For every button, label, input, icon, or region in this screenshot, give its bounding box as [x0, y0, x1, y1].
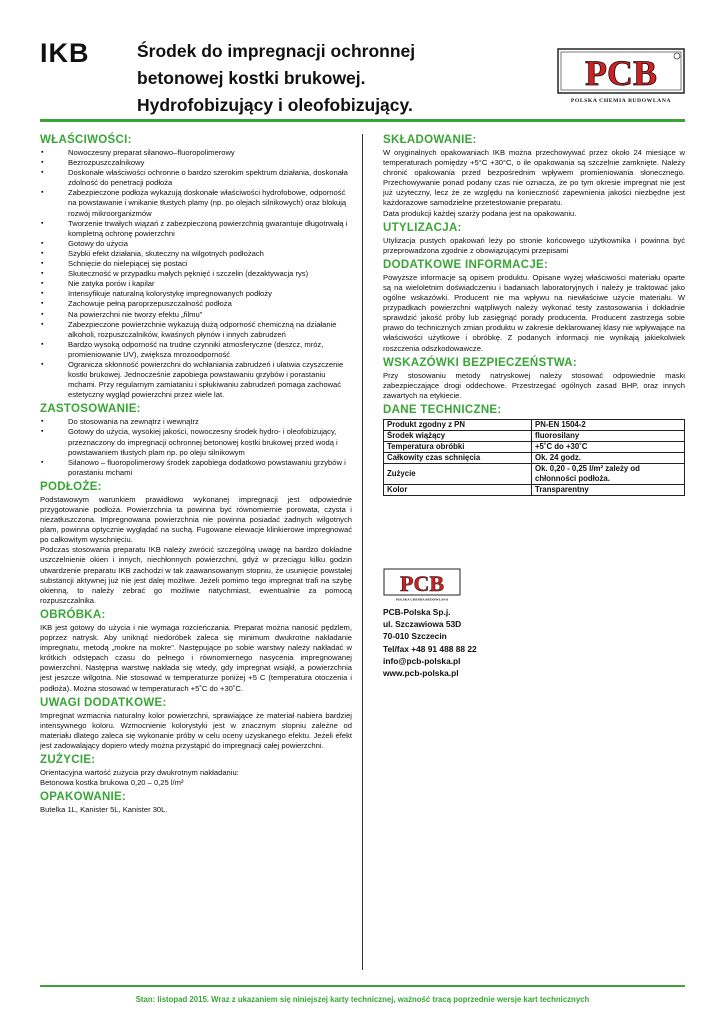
- table-cell-value: Ok. 0,20 - 0,25 l/m² zależy od chłonności podłoża.: [532, 463, 685, 484]
- table-cell-label: Całkowity czas schnięcia: [384, 452, 532, 463]
- section-heading-dodatkowe: DODATKOWE INFORMACJE:: [383, 258, 549, 271]
- right-column: [383, 134, 685, 496]
- list-item: ▪ Intensyfikuje naturalną kolorystykę impregnowanych podłoży: [40, 289, 352, 299]
- table-cell-value: PN-EN 1504-2: [532, 419, 685, 430]
- wskazowki-paragraph: Przy stosowaniu metody natryskowej należy stosować odpowiednie maski zabezpieczające drogi oddechowe. Przestrzegać ogólnych zasad BHP, oraz innych zawartych na etykiecie.: [383, 370, 685, 400]
- table-row: [384, 430, 685, 441]
- product-code: IKB: [40, 38, 90, 68]
- section-heading-wskazowki: WSKAZÓWKI BEZPIECZEŃSTWA:: [383, 356, 578, 369]
- table-row: [384, 419, 685, 430]
- footer-note: Stan: listopad 2015. Wraz z ukazaniem się niniejszej karty technicznej, ważność tracą poprzednie wersje kart technicznych: [135, 995, 590, 1004]
- table-row: [384, 452, 685, 463]
- list-item: ▪ Szybki efekt działania, skuteczny na wilgotnych podłożach: [40, 249, 352, 259]
- logo-tagline: POLSKA CHEMIA BUDOWLANA: [570, 98, 672, 104]
- section-heading-podloze: PODŁOŻE:: [40, 480, 102, 493]
- title-line-1: Środek do impregnacji ochronnej: [137, 41, 416, 61]
- zuzycie-line-2: Betonowa kostka brukowa 0,20 – 0,25 l/m²: [40, 778, 184, 788]
- table-row: [384, 484, 685, 495]
- list-item: ▪ Ogranicza skłonność powierzchni do wchłaniania zabrudzeń i ułatwia czyszczenie kostki brukowej. Jednocześnie zapobiega powstawaniu grzybów i porastaniu mchami. Przy regularnym zamiataniu i spłukiwaniu zabrudzeń pomaga zachować estetyczny wygląd powierzchni przez wiele lat.: [40, 360, 352, 400]
- pcb-logo-small: [383, 568, 461, 602]
- list-item: ▪ Bardzo wysoką odporność na trudne czynniki atmosferyczne (deszcz, mróz, promieniowanie UV), zwiększa mrozoodporność: [40, 340, 352, 360]
- technical-data-table: [383, 419, 685, 496]
- list-item: ▪ Doskonałe właściwości ochronne o bardzo szerokim spektrum działania, doskonała zdolność do penetracji podłoża: [40, 168, 352, 188]
- list-item: ▪ Nie zatyka porów i kapilar: [40, 279, 352, 289]
- column-divider: [362, 134, 363, 970]
- section-heading-uwagi: UWAGI DODATKOWE:: [40, 696, 167, 709]
- section-heading-dane: DANE TECHNICZNE:: [383, 403, 502, 416]
- company-name: PCB-Polska Sp.j.: [383, 607, 451, 617]
- list-item: ▪ Do stosowania na zewnątrz i wewnątrz: [40, 417, 352, 427]
- table-cell-value: Transparentny: [532, 484, 685, 495]
- dodatkowe-paragraph: Powyższe informacje są opisem produktu. Opisane wyżej właściwości materiału oparte są na wieloletnim doświadczeniu i badaniach laboratoryjnych i należy je traktować jako ogólne wskazówki. Producent nie ma wpływu na niewłaściwe użycie materiału. W przypadkach powierzchni wątpliwych należy wykonać testy zastosowania i dokładnie sprawdzić jakość próby lub zasięgnąć porady producenta. Producent zastrzega sobie prawo do technicznych zmian produktu w zakresie deklarowanej klasy nie wpływające na właściwości użytkowe i obróbkę. Z podanych informacji nie wynikają jakiekolwiek roszczenia odszkodowawcze.: [383, 272, 685, 353]
- pcb-logo: [556, 47, 686, 105]
- section-heading-wlasciwosci: WŁAŚCIWOŚCI:: [40, 134, 132, 146]
- list-item: ▪ Gotowy do użycia: [40, 239, 352, 249]
- title-line-3: Hydrofobizujący i oleofobizujący.: [137, 95, 413, 115]
- section-heading-skladowanie: SKŁADOWANIE:: [383, 134, 477, 146]
- table-cell-value: fluorosilany: [532, 430, 685, 441]
- table-row: [384, 463, 685, 484]
- list-item: ▪ Schnięcie do nielepiącej się postaci: [40, 259, 352, 269]
- table-cell-value: Ok. 24 godz.: [532, 452, 685, 463]
- table-cell-label: Środek wiążący: [384, 430, 532, 441]
- list-item: ▪ Skuteczność w przypadku małych pęknięć i szczelin (dezaktywacja rys): [40, 269, 352, 279]
- opakowanie-line: Butelka 1L, Kanister 5L, Kanister 30L.: [40, 805, 168, 815]
- list-item: ▪ Na powierzchni nie tworzy efektu „filmu”: [40, 310, 352, 320]
- title-line-2: betonowej kostki brukowej.: [137, 68, 366, 88]
- contact-block: [383, 606, 477, 679]
- table-cell-value: +5˚C do +30˚C: [532, 441, 685, 452]
- logo-small-tagline: POLSKA CHEMIA BUDOWLANA: [395, 597, 449, 602]
- section-heading-opakowanie: OPAKOWANIE:: [40, 791, 127, 804]
- skladowanie-paragraph-2: Data produkcji każdej szarży podana jest na opakowaniu.: [383, 208, 577, 218]
- podloze-paragraph-2: Podczas stosowania preparatu IKB należy zwrócić szczególną uwagę na bardzo dokładne uszczelnienie okien i innych, niechłonnych powierzchni, gdyż w przeciągu kilku godzin utwardzenie preparatu IKB zachodzi w tak zaawansowanym stopniu, że usunięcie powstałej substancji aktywnej już nie jest dalej możliwe. Jeżeli pomimo tego impregnat trafi na szybę okienną, to należy zebrać go możliwie natychmiast, ewentualnie za pomocą rozpuszczalnika.: [40, 545, 352, 605]
- list-item: ▪ Bezrozpuszczalnikowy: [40, 158, 352, 168]
- list-item: ▪ Tworzenie trwałych wiązań z zabezpieczoną powierzchnią gwarantuje długotrwałą i kompletną ochronę powierzchni: [40, 219, 352, 239]
- zuzycie-line-1: Orientacyjna wartość zużycia przy dwukrotnym nakładaniu:: [40, 767, 239, 777]
- table-cell-label: Temperatura obróbki: [384, 441, 532, 452]
- logo-small-text: PCB: [400, 571, 444, 596]
- phone: Tel/fax +48 91 488 88 22: [383, 643, 477, 654]
- properties-list: [40, 148, 352, 400]
- table-cell-label: Zużycie: [384, 463, 532, 484]
- header-divider: [40, 119, 685, 122]
- section-heading-zastosowanie: ZASTOSOWANIE:: [40, 403, 141, 416]
- list-item: ▪ Silanowo – fluoropolimerowy środek zapobiega dodatkowo powstawaniu grzybów i porastaniu mchami: [40, 458, 352, 478]
- section-heading-utylizacja: UTYLIZACJA:: [383, 221, 462, 234]
- list-item: ▪ Zabezpieczone powierzchnie wykazują dużą odporność chemiczną na działanie alkoholi, rozpuszczalników, kwaśnych płynów i innych zabrudzeń: [40, 320, 352, 340]
- address-street: ul. Szczawiowa 53D: [383, 619, 462, 630]
- logo-text: PCB: [585, 53, 657, 93]
- left-column: [40, 134, 352, 815]
- utylizacja-paragraph: Utylizacja pustych opakowań leży po stronie końcowego użytkownika i powinna być przeprowadzona zgodnie z obowiązującymi przepisami: [383, 235, 685, 255]
- website-link[interactable]: www.pcb-polska.pl: [383, 668, 459, 679]
- obrobka-paragraph: IKB jest gotowy do użycia i nie wymaga rozcieńczania. Preparat można nanosić pędzlem, poprzez natrysk. Aby uniknąć niedoróbek zaleca się minimum dwukrotne nakładanie impregnatu, metodą „mokre na mokre”. Następujące po sobie warstwy należy nakładać w krótkich odstępach czasu do pełnego i równomiernego nasycenia impregnowanej powierzchni. Następna warstwę nakłada się wtedy, gdy impregnat wsiąkł, a powierzchnia jest jeszcze wilgotna. Nie stosować w temperaturze poniżej +5 C (temperatura otoczenia i podłoża). Można stosować w temperaturach +5˚C do +30˚C.: [40, 622, 352, 693]
- footer-divider: [40, 985, 685, 987]
- table-cell-label: Produkt zgodny z PN: [384, 419, 532, 430]
- table-row: [384, 441, 685, 452]
- podloze-paragraph-1: Podstawowym warunkiem prawidłowo wykonanej impregnacji jest odpowiednie przygotowanie podłoża. Powierzchnia ta powinna być równomiernie porowata, czysta i niezatłuszczona. Impregnowana powierzchnia nie powinna posiadać żadnych wilgotnych plam, powinna optycznie wyglądać na suchą. Fugowane elewacje klinkierowe impregnować po całkowitym wyschnięciu.: [40, 494, 352, 545]
- list-item: ▪ Gotowy do użycia, wysokiej jakości, nowoczesny środek hydro- i oleofobizujący, przeznaczony do impregnacji ochronnej betonowej kostki brukowej przed wodą i powstawaniem tłustych plam np. po oleju silnikowym: [40, 427, 352, 457]
- address-city: 70-010 Szczecin: [383, 631, 447, 642]
- application-list: [40, 417, 352, 478]
- list-item: ▪ Zachowuje pełną paroprzepuszczalność podłoża: [40, 299, 352, 309]
- section-heading-obrobka: OBRÓBKA:: [40, 608, 106, 621]
- list-item: ▪ Zabezpieczone podłoża wykazują doskonałe właściwości hydrofobowe, odporność na powstawanie i wnikanie tłustych plamy (np. po olejach silnikowych) oraz blokują rozwój mikroorganizmów: [40, 188, 352, 218]
- skladowanie-paragraph-1: W oryginalnych opakowaniach IKB można przechowywać przez około 24 miesiące w temperaturach pomiędzy +5°C +30°C, o ile opakowania są szczelnie zamknięte. Należy chronić opakowania przed bezpośrednim wpływem promieniowania słonecznego. Przechowywanie ponad podany czas nie oznacza, że po tym okresie impregnat nie jest już użyteczny, lecz że ze względu na konieczność zapewnienia jakości niezbędne jest każdorazowe samodzielne przetestowanie preparatu.: [383, 148, 685, 208]
- table-cell-label: Kolor: [384, 484, 532, 495]
- list-item: ▪ Nowoczesny preparat silanowo–fluoropolimerowy: [40, 148, 352, 158]
- uwagi-paragraph: Impregnat wzmacnia naturalny kolor powierzchni, sprawiające że materiał nabiera bardziej intensywnego koloru. Wzmocnienie kolorystyki jest w znacznym stopniu zależne od materiału dlatego zaleca się wykonanie próby w celu oceny uzyskanego efektu. Jeżeli efekt jest zadowalający dopiero wtedy można przystąpić do impregnacji całej powierzchni.: [40, 710, 352, 750]
- email-link[interactable]: info@pcb-polska.pl: [383, 655, 461, 666]
- section-heading-zuzycie: ZUŻYCIE:: [40, 753, 96, 766]
